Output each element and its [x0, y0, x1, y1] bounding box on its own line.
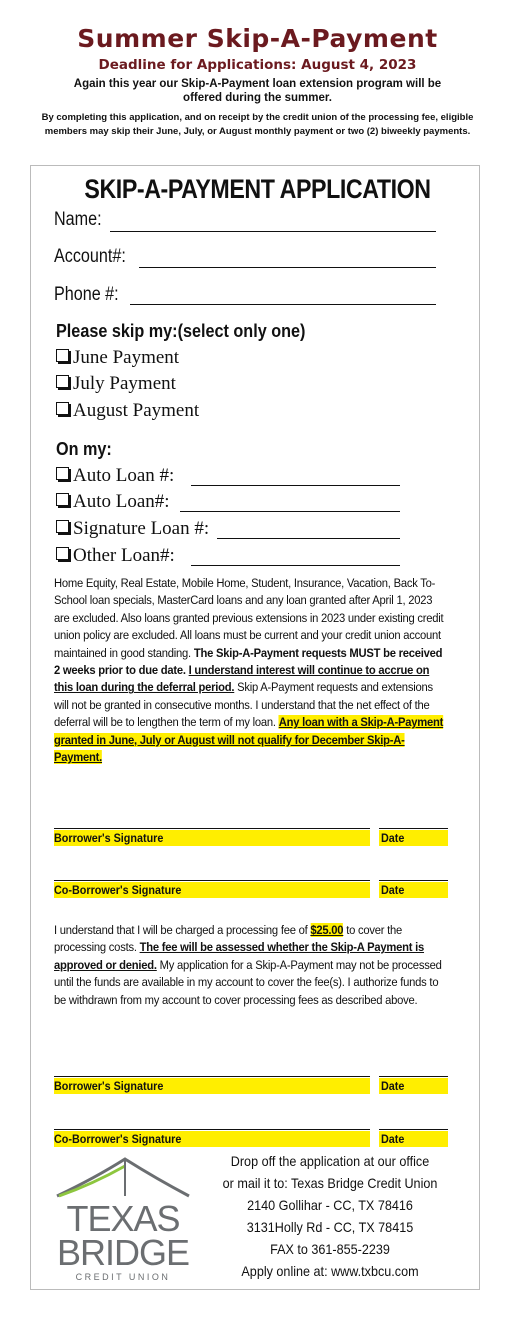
application-title: SKIP-A-PAYMENT APPLICATION	[84, 174, 431, 204]
borrower-signature-label: Borrower's Signature	[54, 831, 164, 845]
borrower-date-line-2[interactable]	[379, 1076, 448, 1077]
coborrower-date-line[interactable]	[379, 880, 448, 881]
option-label: July Payment	[73, 373, 176, 394]
contact-line-1: Drop off the application at our office	[230, 1153, 430, 1169]
coborrower-signature-line[interactable]	[54, 880, 370, 881]
option-auto-loan-1[interactable]	[56, 465, 174, 487]
fee-amount: $25.00	[310, 923, 344, 937]
coborrower-signature-line-2[interactable]	[54, 1129, 370, 1130]
terms-text: Home Equity, Real Estate, Mobile Home, Student, Insurance, Vacation, Back To-School loan specials, MasterCard loans and any loan granted after April 1, 2023 are excluded. Also loans granted previous extensions in 2023 under existing credit union policy are excluded. All loans must be current and your credit union account maintained in good standing.	[54, 576, 444, 660]
phone-field[interactable]	[130, 304, 436, 305]
on-heading: On my:	[56, 439, 112, 459]
contact-line-2: or mail it to: Texas Bridge Credit Union	[222, 1175, 438, 1191]
option-auto-loan-2[interactable]	[56, 491, 170, 513]
fee-text-2: to cover the processing costs.	[54, 923, 403, 955]
terms-interest: I understand interest will continue to accrue on this loan during the deferral period.	[54, 663, 430, 695]
terms-paragraph	[54, 575, 450, 766]
option-label: Signature Loan #:	[73, 518, 210, 539]
auto-loan-1-field[interactable]	[191, 485, 400, 486]
signature-loan-field[interactable]	[217, 538, 400, 539]
date-label: Date	[381, 831, 405, 845]
contact-line-4: 3131Holly Rd - CC, TX 78415	[246, 1219, 414, 1235]
option-june[interactable]	[56, 347, 179, 369]
intro-text: Again this year our Skip-A-Payment loan extension program will be offered during the summer.	[73, 78, 442, 104]
contact-line-3: 2140 Gollihar - CC, TX 78416	[247, 1197, 413, 1213]
fee-text-3: My application for a Skip-A-Payment may not be processed until the funds are available in my account to cover the fee(s). I authorize funds to be withdrawn from my account to cover processing fees as described above.	[54, 957, 442, 1007]
logo-texas: TEXAS	[66, 1198, 180, 1239]
borrower-signature-line[interactable]	[54, 828, 370, 829]
option-signature-loan[interactable]	[56, 518, 209, 540]
contact-line-5: FAX to 361-855-2239	[270, 1241, 390, 1257]
bridge-logo-icon	[55, 1156, 191, 1200]
date-label: Date	[381, 1079, 405, 1093]
header-title: Summer Skip-A-Payment	[77, 24, 438, 53]
option-july[interactable]	[56, 373, 176, 395]
name-label: Name:	[54, 209, 102, 230]
skip-heading: Please skip my:(select only one)	[56, 321, 306, 341]
checkbox-icon[interactable]	[56, 520, 69, 533]
fee-paragraph	[54, 922, 450, 1009]
checkbox-icon[interactable]	[56, 547, 69, 560]
logo-credit-union: CREDIT UNION	[75, 1272, 171, 1282]
name-field[interactable]	[110, 231, 436, 232]
borrower-signature-line-2[interactable]	[54, 1076, 370, 1077]
terms-text-2: Skip A-Payment requests and extensions will not be granted in consecutive months. I understand that the net effect of the deferral will be to lengthen the term of my loan.	[54, 680, 433, 730]
checkbox-icon[interactable]	[56, 402, 69, 415]
option-label: Other Loan#:	[73, 545, 175, 566]
coborrower-signature-label: Co-Borrower's Signature	[54, 883, 182, 897]
checkbox-icon[interactable]	[56, 493, 69, 506]
option-other-loan[interactable]	[56, 545, 175, 567]
checkbox-icon[interactable]	[56, 467, 69, 480]
auto-loan-2-field[interactable]	[180, 511, 400, 512]
deadline-text: Deadline for Applications: August 4, 2023	[98, 57, 417, 73]
fee-text: I understand that I will be charged a processing fee of	[54, 923, 308, 937]
terms-highlight: Any loan with a Skip-A-Payment granted in June, July or August will not qualify for December Skip-A-Payment.	[54, 715, 444, 765]
account-field[interactable]	[139, 267, 436, 268]
fee-assessed: The fee will be assessed whether the Skip-A Payment is approved or denied.	[54, 940, 425, 972]
coborrower-signature-label: Co-Borrower's Signature	[54, 1132, 182, 1146]
borrower-signature-label: Borrower's Signature	[54, 1079, 164, 1093]
coborrower-date-line-2[interactable]	[379, 1129, 448, 1130]
phone-label: Phone #:	[54, 284, 119, 305]
checkbox-icon[interactable]	[56, 349, 69, 362]
option-label: June Payment	[73, 347, 180, 368]
other-loan-field[interactable]	[191, 565, 400, 566]
eligibility-text: By completing this application, and on receipt by the credit union of the processing fee, eligible members may skip their June, July, or August monthly payment or two (2) biweekly payments.	[41, 112, 474, 137]
date-label: Date	[381, 1132, 405, 1146]
borrower-date-line[interactable]	[379, 828, 448, 829]
terms-deadline: The Skip-A-Payment requests MUST be received 2 weeks prior to due date.	[54, 645, 443, 678]
option-label: Auto Loan #:	[73, 465, 175, 486]
option-label: August Payment	[73, 400, 200, 421]
option-august[interactable]	[56, 400, 199, 422]
option-label: Auto Loan#:	[73, 491, 170, 512]
checkbox-icon[interactable]	[56, 375, 69, 388]
logo-bridge: BRIDGE	[57, 1232, 190, 1273]
account-label: Account#:	[54, 246, 126, 267]
contact-line-6[interactable]: Apply online at: www.txbcu.com	[241, 1263, 419, 1279]
date-label: Date	[381, 883, 405, 897]
